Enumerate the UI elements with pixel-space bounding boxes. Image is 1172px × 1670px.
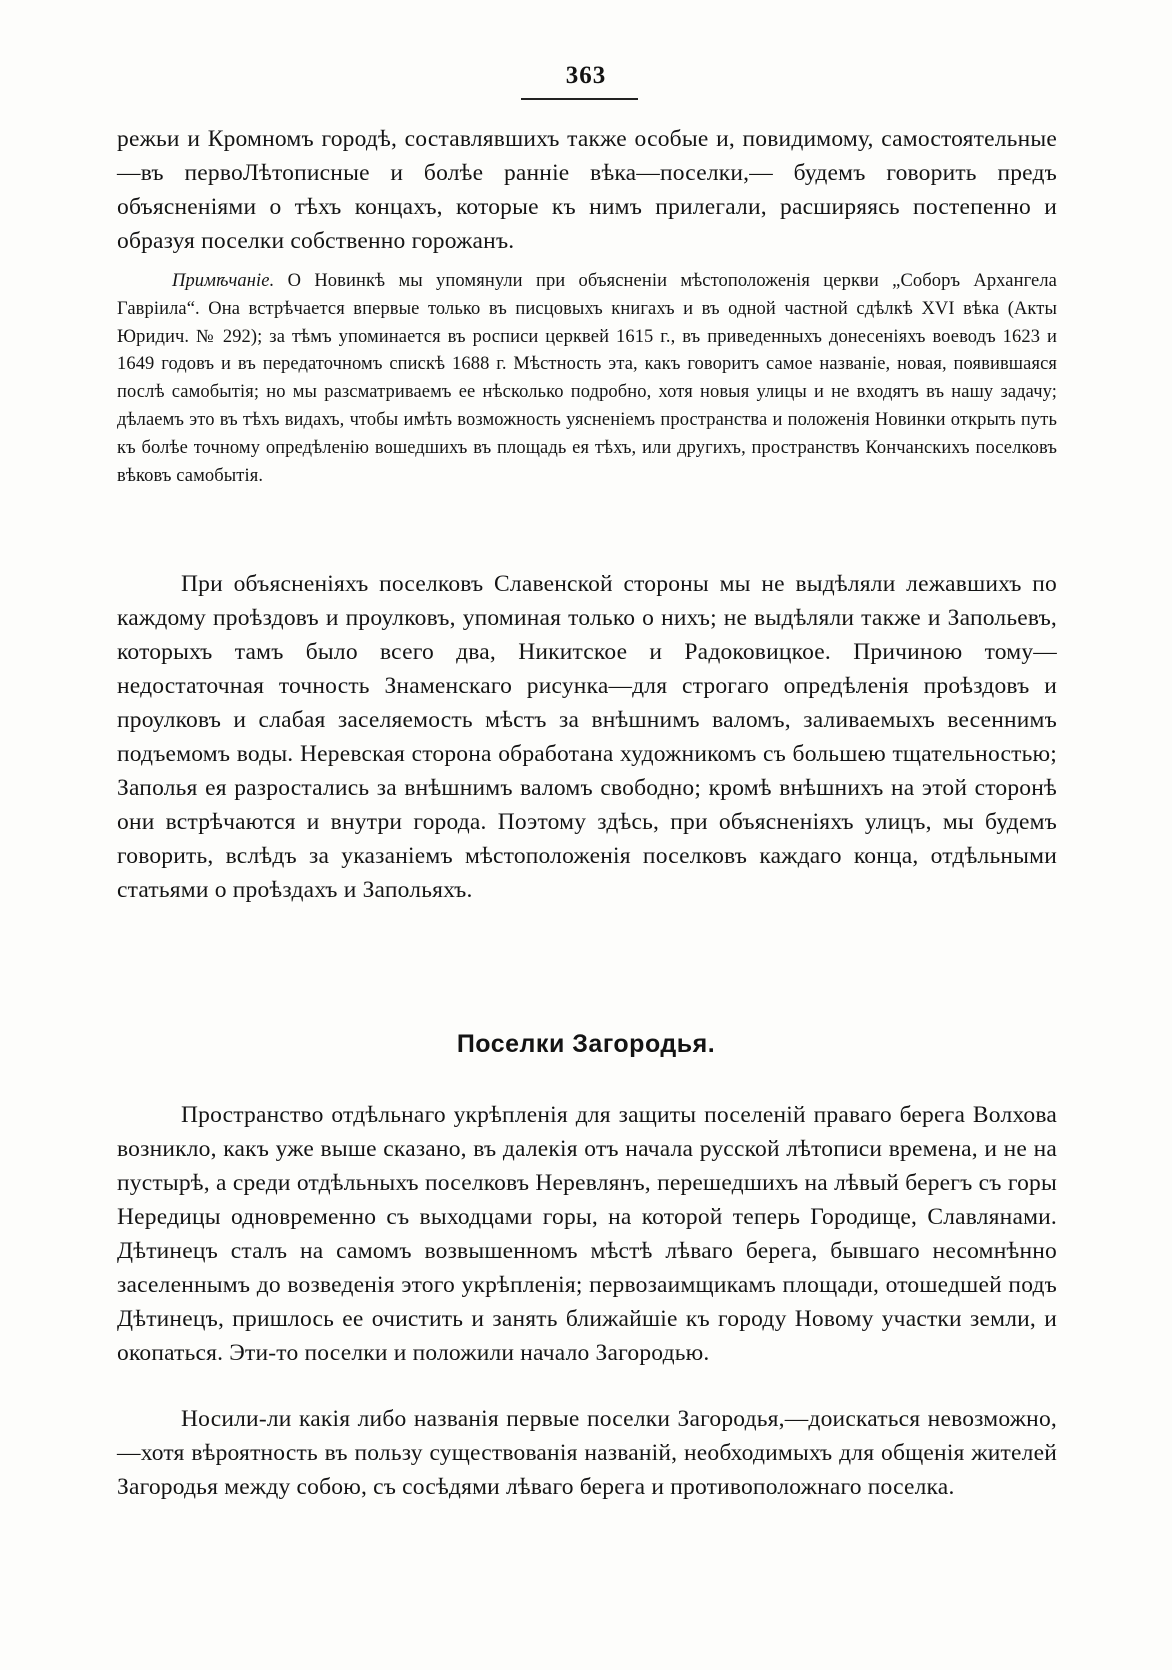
paragraph-slavenskaya: При объясненіяхъ поселковъ Славенской стороны мы не выдѣляли лежавшихъ по каждому проѣздовъ и проулковъ, упоминая только о нихъ; не выдѣляли также и Запольевъ, которыхъ тамъ было всего два, Никитское и Радоковицкое. Причиною тому—недостаточная точность Знаменскаго рисунка—для строгаго опредѣленія проѣздовъ и проулковъ и слабая заселяемость мѣстъ за внѣшнимъ валомъ, заливаемыхъ весеннимъ подъемомъ воды. Неревская сторона обработана художникомъ съ большею тщательностью; Заполья ея разростались за внѣшнимъ валомъ свободно; кромѣ внѣшнихъ на этой сторонѣ они встрѣчаются и внутри города. Поэтому здѣсь, при объясненіяхъ улицъ, мы будемъ говорить, вслѣдъ за указаніемъ мѣстоположенія поселковъ каждаго конца, отдѣльными статьями о проѣздахъ и Запольяхъ. bbox=[117, 571, 1057, 903]
page-number-rule bbox=[521, 98, 638, 100]
note-label: Примѣчаніе. bbox=[172, 271, 275, 291]
section-heading: Поселки Загородья. bbox=[456, 1030, 716, 1058]
paragraph-zagorodye-names: Носили-ли какія либо названія первые поселки Загородья,—доискаться невозможно,—хотя вѣроятность въ пользу существованія названій, необходимыхъ для общенія жителей Загородья между собою, съ сосѣдями лѣваго берега и противоположнаго поселка. bbox=[117, 1406, 1057, 1500]
paragraph-continuation: режьи и Кромномъ городѣ, составлявшихъ также особые и, повидимому, самостоятельные—въ первоЛѣтописные и болѣе ранніе вѣка—поселки,— будемъ говорить предъ объясненіями о тѣхъ концахъ, которые къ нимъ прилегали, расширяясь постепенно и образуя поселки собственно горожанъ. bbox=[117, 126, 1057, 254]
page-number: 363 bbox=[565, 62, 607, 89]
paragraph-zagorodye-origin: Пространство отдѣльнаго укрѣпленія для защиты поселеній праваго берега Волхова возникло, какъ уже выше сказано, въ далекія отъ начала русской лѣтописи времена, и не на пустырѣ, а среди отдѣльныхъ поселковъ Неревлянъ, перешедшихъ на лѣвый берегъ съ горы Нередицы одновременно съ выходцами горы, на которой теперь Городище, Славлянами. Дѣтинецъ сталъ на самомъ возвышенномъ мѣстѣ лѣваго берега, бывшаго несомнѣнно заселеннымъ до возведенія этого укрѣпленія; первозаимщикамъ площади, отошедшей подъ Дѣтинецъ, пришлось ее очистить и занять ближайшіе къ городу Новому участки земли, и окопаться. Эти-то поселки и положили начало Загородью. bbox=[117, 1102, 1057, 1366]
footnote-paragraph bbox=[117, 268, 1057, 490]
note-text: О Новинкѣ мы упомянули при объясненіи мѣстоположенія церкви „Соборъ Архангела Гавріила“. Она встрѣчается впервые только въ писцовыхъ книгахъ и въ одной частной сдѣлкѣ XVI вѣка (Акты Юридич. № 292); за тѣмъ упоминается въ росписи церквей 1615 г., въ приведенныхъ донесеніяхъ воеводъ 1623 и 1649 годовъ и въ передаточномъ спискѣ 1688 г. Мѣстность эта, какъ говоритъ самое названіе, новая, появившаяся послѣ самобытія; но мы разсматриваемъ ее нѣсколько подробно, хотя новыя улицы и не входятъ въ нашу задачу; дѣлаемъ это въ тѣхъ видахъ, чтобы имѣть возможность уясненіемъ пространства и положенія Новинки открыть путь къ болѣе точному опредѣленію вошедшихъ въ площадь ея тѣхъ, или другихъ, пространствъ Кончанскихъ поселковъ вѣковъ самобытія. bbox=[117, 271, 1057, 486]
